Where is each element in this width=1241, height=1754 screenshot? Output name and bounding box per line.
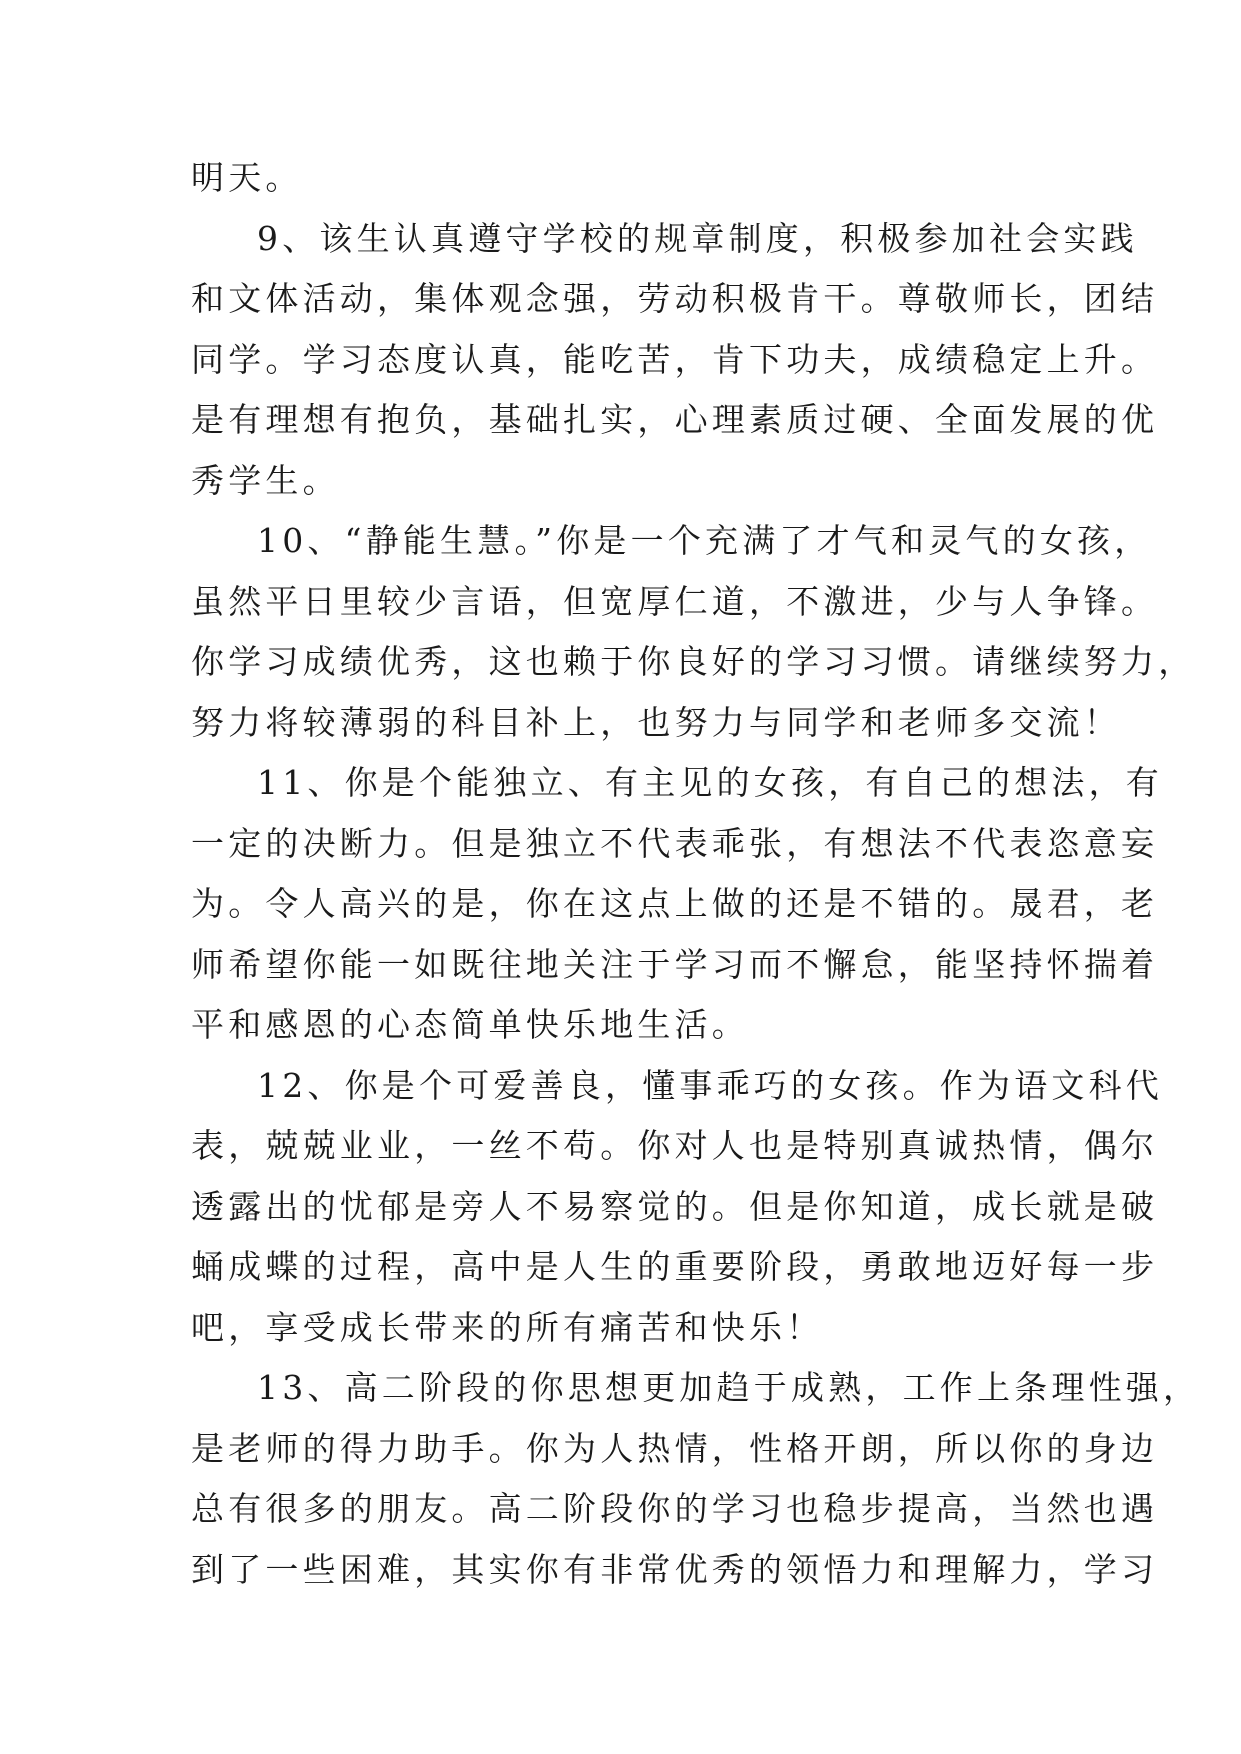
text-line: 师希望你能一如既往地关注于学习而不懈怠，能坚持怀揣着	[191, 944, 1159, 984]
paragraph-item-11	[191, 753, 1163, 1056]
text-line: 你学习成绩优秀，这也赖于你良好的学习习惯。请继续努力，	[191, 642, 1196, 681]
text-line: 10、“静能生慧。”你是一个充满了才气和灵气的女孩，	[257, 521, 1152, 560]
text-line: 透露出的忧郁是旁人不易察觉的。但是你知道，成长就是破	[191, 1186, 1159, 1226]
text-line: 努力将较薄弱的科目补上，也努力与同学和老师多交流！	[191, 702, 1121, 742]
paragraph-continuation	[191, 148, 1061, 209]
text-line: 虽然平日里较少言语，但宽厚仁道，不激进，少与人争锋。	[191, 581, 1159, 621]
text-line: 和文体活动，集体观念强，劳动积极肯干。尊敬师长，团结	[191, 279, 1159, 318]
paragraph-item-13	[191, 1358, 1201, 1600]
text-line: 13、高二阶段的你思想更加趋于成熟，工作上条理性强，	[257, 1368, 1201, 1407]
text-line: 蛹成蝶的过程，高中是人生的重要阶段，勇敢地迈好每一步	[191, 1247, 1159, 1286]
text-line: 是有理想有抱负，基础扎实，心理素质过硬、全面发展的优	[191, 400, 1159, 439]
text-line: 秀学生。	[191, 460, 340, 500]
paragraph-item-12	[191, 1056, 1163, 1359]
text-line: 12、你是个可爱善良，懂事乖巧的女孩。作为语文科代	[257, 1065, 1163, 1105]
text-line: 同学。学习态度认真，能吃苦，肯下功夫，成绩稳定上升。	[191, 339, 1159, 379]
text-line: 总有很多的朋友。高二阶段你的学习也稳步提高，当然也遇	[191, 1489, 1159, 1528]
text-line: 一定的决断力。但是独立不代表乖张，有想法不代表恣意妄	[191, 823, 1159, 863]
text-line: 11、你是个能独立、有主见的女孩，有自己的想法，有	[257, 763, 1163, 802]
text-line: 表，兢兢业业，一丝不苟。你对人也是特别真诚热情，偶尔	[191, 1126, 1159, 1165]
text-line: 明天。	[191, 158, 303, 197]
document-page	[191, 148, 1201, 1600]
text-line: 到了一些困难，其实你有非常优秀的领悟力和理解力，学习	[191, 1549, 1159, 1589]
text-line: 9、该生认真遵守学校的规章制度，积极参加社会实践	[257, 218, 1138, 258]
text-line: 是老师的得力助手。你为人热情，性格开朗，所以你的身边	[191, 1428, 1159, 1468]
paragraph-item-10	[191, 511, 1196, 753]
paragraph-item-9	[191, 209, 1159, 512]
text-line: 吧，享受成长带来的所有痛苦和快乐！	[191, 1307, 824, 1347]
text-line: 为。令人高兴的是，你在这点上做的还是不错的。晟君，老	[191, 884, 1159, 923]
text-line: 平和感恩的心态简单快乐地生活。	[191, 1005, 749, 1044]
